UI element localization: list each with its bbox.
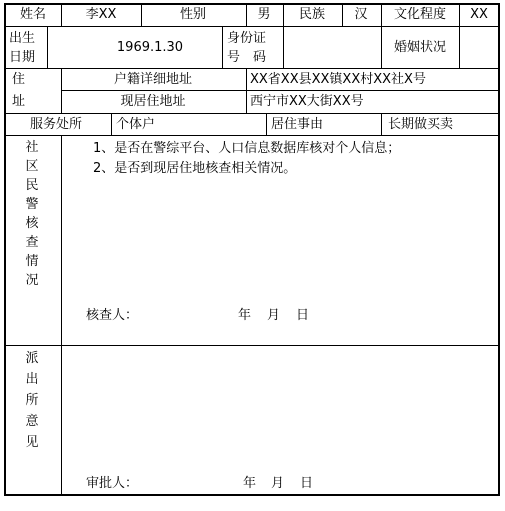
rule-row4-bottom bbox=[4, 135, 499, 136]
rule-r1-d bbox=[283, 3, 284, 26]
border-bottom bbox=[4, 494, 499, 496]
station-label-char: 见 bbox=[25, 435, 39, 450]
rule-r1-g bbox=[459, 3, 460, 26]
rule-r1-e bbox=[342, 3, 343, 26]
gender-label: 性别 bbox=[179, 7, 207, 22]
rule-row2-bottom bbox=[4, 68, 499, 69]
service-label: 服务处所 bbox=[30, 117, 83, 132]
police-label-char: 况 bbox=[25, 273, 39, 288]
ethnicity-value: 汉 bbox=[354, 7, 368, 22]
police-label-char: 查 bbox=[25, 235, 39, 250]
station-label-char: 意 bbox=[25, 414, 39, 429]
rule-r4-a bbox=[111, 113, 112, 135]
education-label: 文化程度 bbox=[393, 7, 447, 22]
approver-label: 审批人： bbox=[86, 476, 139, 491]
birth-label-line2: 日期 bbox=[9, 50, 36, 65]
education-value: XX bbox=[470, 7, 488, 22]
station-label-char: 所 bbox=[25, 393, 39, 408]
rule-r2-b bbox=[222, 26, 223, 68]
id-label-line1: 身份证 bbox=[227, 31, 267, 46]
police-label-char: 情 bbox=[25, 254, 39, 269]
service-value: 个体户 bbox=[116, 117, 156, 132]
police-label-char: 社 bbox=[25, 140, 39, 155]
birth-value: 1969.1.30 bbox=[116, 40, 184, 55]
checker-date-month: 月 bbox=[267, 308, 281, 323]
checker-label: 核查人： bbox=[86, 308, 139, 323]
marital-label: 婚姻状况 bbox=[393, 40, 447, 55]
rule-address-mid bbox=[61, 90, 499, 91]
reason-value: 长期做买卖 bbox=[388, 117, 454, 132]
ethnicity-label: 民族 bbox=[298, 7, 326, 22]
rule-addr-b bbox=[246, 68, 247, 113]
checker-date-day: 日 bbox=[296, 308, 310, 323]
rule-r1-f bbox=[381, 3, 382, 26]
police-check-item-2: 2、是否到现居住地核查相关情况。 bbox=[93, 161, 297, 176]
approver-date-year: 年 bbox=[243, 476, 257, 491]
border-left bbox=[4, 3, 6, 496]
police-label-char: 警 bbox=[25, 197, 39, 212]
border-right bbox=[498, 3, 500, 496]
rule-r1-a bbox=[61, 3, 62, 26]
rule-r4-c bbox=[381, 113, 382, 135]
police-check-label bbox=[25, 141, 39, 293]
rule-r1-b bbox=[141, 3, 142, 26]
rule-r2-a bbox=[47, 26, 48, 68]
station-label-char: 派 bbox=[25, 351, 39, 366]
rule-lower-label bbox=[61, 135, 62, 495]
rule-r4-b bbox=[266, 113, 267, 135]
address-label-bottom: 址 bbox=[12, 94, 26, 109]
police-label-char: 区 bbox=[25, 159, 39, 174]
rule-address-bottom bbox=[4, 113, 499, 114]
police-label-char: 核 bbox=[25, 216, 39, 231]
household-address-value: XX省XX县XX镇XX村XX社X号 bbox=[250, 72, 426, 87]
rule-r1-c bbox=[246, 3, 247, 26]
birth-label-line1: 出生 bbox=[9, 31, 36, 46]
rule-r2-e bbox=[459, 26, 460, 68]
current-address-label: 现居住地址 bbox=[120, 94, 186, 109]
name-label: 姓名 bbox=[19, 7, 47, 22]
rule-addr-a bbox=[61, 68, 62, 113]
approver-date-month: 月 bbox=[271, 476, 285, 491]
station-opinion-label bbox=[25, 352, 39, 457]
rule-police-bottom bbox=[4, 345, 499, 346]
id-label-line2: 号 码 bbox=[227, 50, 267, 65]
police-label-char: 民 bbox=[25, 178, 39, 193]
name-value: 李XX bbox=[85, 7, 117, 22]
address-label-top: 住 bbox=[12, 72, 26, 87]
gender-value: 男 bbox=[257, 7, 271, 22]
rule-r2-c bbox=[283, 26, 284, 68]
border-top bbox=[4, 3, 499, 5]
current-address-value: 西宁市XX大街XX号 bbox=[250, 94, 364, 109]
checker-date-year: 年 bbox=[238, 308, 252, 323]
police-check-item-1: 1、是否在警综平台、人口信息数据库核对个人信息； bbox=[93, 141, 401, 156]
station-label-char: 出 bbox=[25, 372, 39, 387]
rule-row1-bottom bbox=[4, 26, 499, 27]
household-address-label: 户籍详细地址 bbox=[113, 72, 193, 87]
rule-r2-d bbox=[381, 26, 382, 68]
approver-date-day: 日 bbox=[300, 476, 314, 491]
reason-label: 居住事由 bbox=[271, 117, 324, 132]
